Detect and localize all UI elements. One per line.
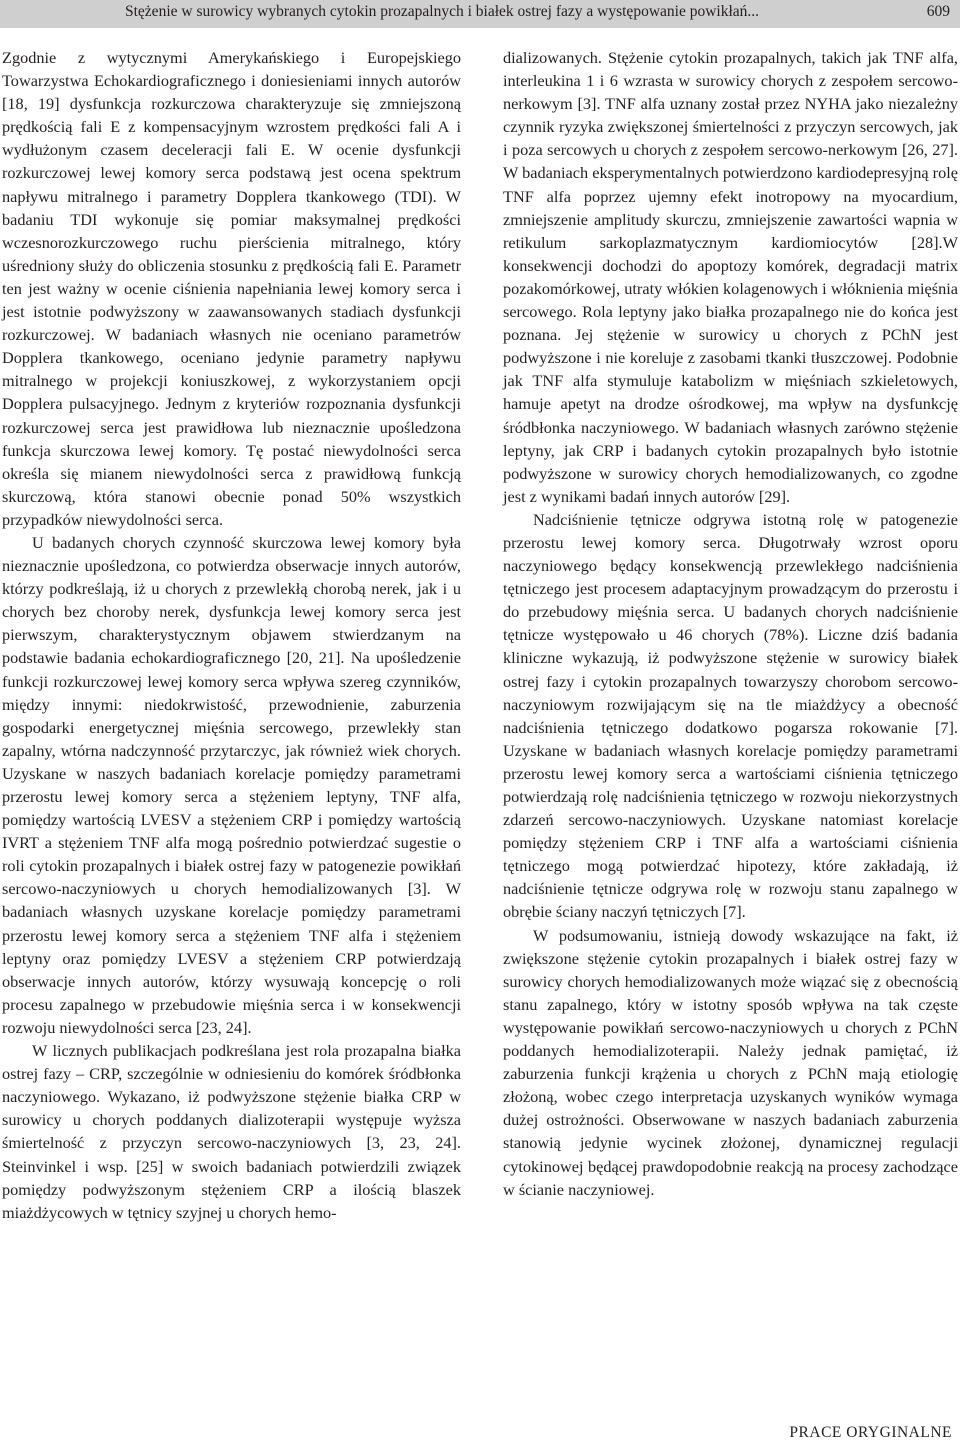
paragraph: U badanych chorych czynność skurczowa lewej komory była nieznacznie upośledzona, co potwierdza obserwacje innych autorów, którzy podkreślają, iż u chorych z przewlekłą chorobą nerek, jak i u chorych bez choroby nerek, dysfunkcja lewej komory serca jest pierwszym, charakterystycznym objawem stwierdzanym na podstawie badania echokardiograficznego [20, 21]. Na upośledzenie funkcji rozkurczowej lewej komory serca wpływa szereg czynników, między innymi: niedokrwistość, przewodnienie, zaburzenia gospodarki energetycznej mięśnia sercowego, przewlekły stan zapalny, wtórna nadczynność przytarczyc, jak również wiek chorych. Uzyskane w naszych badaniach korelacje pomiędzy parametrami przerostu lewej komory serca a stężeniem leptyny, TNF alfa, pomiędzy wartością LVESV a stężeniem CRP i pomiędzy wartością IVRT a stężeniem TNF alfa mogą pośrednio potwierdzać sugestie o roli cytokin prozapalnych i białek ostrej fazy w patogenezie powikłań sercowo-naczyniowych u chorych hemodializowanych [3]. W badaniach własnych uzyskane korelacje pomiędzy parametrami przerostu lewej komory serca a stężeniem TNF alfa i stężeniem leptyny oraz pomiędzy LVESV a stężeniem CRP potwierdzają obserwacje innych autorów, którzy wysuwają koncepcję o roli procesu zapalnego w przebudowie mięśnia serca i w konsekwencji rozwoju niewydolności serca [23, 24]. bbox=[2, 532, 461, 1037]
article-body bbox=[0, 46, 960, 1408]
page-number: 609 bbox=[926, 3, 950, 20]
section-label: PRACE ORYGINALNE bbox=[789, 1424, 952, 1441]
paragraph: Zgodnie z wytycznymi Amerykańskiego i Europejskiego Towarzystwa Echokardiograficznego i doniesieniami innych autorów [18, 19] dysfunkcja rozkurczowa charakteryzuje się zmniejszoną prędkością fali E z kompensacyjnym wzrostem prędkości fali A i wydłużonym czasem deceleracji fali E. W ocenie dysfunkcji rozkurczowej lewej komory serca podstawą jest ocena spektrum napływu mitralnego i parametry Dopplera tkankowego (TDI). W badaniu TDI wykonuje się pomiar maksymalnej prędkości wczesnorozkurczowego ruchu pierścienia mitralnego, który uśredniony służy do obliczenia stosunku z prędkością fali E. Parametr ten jest ważny w ocenie ciśnienia napełniania lewej komory serca i jest istotnie podwyższony w zaawansowanych stadiach dysfunkcji rozkurczowej. W badaniach własnych nie oceniano parametrów Dopplera tkankowego, oceniano jedynie parametry napływu mitralnego w projekcji koniuszkowej, z wykorzystaniem opcji Dopplera pulsacyjnego. Jednym z kryteriów rozpoznania dysfunkcji rozkurczowej serca jest prawidłowa lub nieznacznie upośledzona funkcja skurczowa lewej komory. Tę postać niewydolności serca określa się mianem niewydolności serca z prawidłową funkcją skurczową, która stanowi obecnie ponad 50% wszystkich przypadków niewydolności serca. bbox=[2, 48, 461, 529]
paragraph: Nadciśnienie tętnicze odgrywa istotną rolę w patogenezie przerostu lewej komory serca. Długotrwały wzrost oporu naczyniowego będący konsekwencją przewlekłego nadciśnienia tętniczego jest procesem adaptacyjnym prowadzącym do przerostu i do przebudowy mięśnia serca. U badanych chorych nadciśnienie tętnicze występowało u 46 chorych (78%). Liczne dziś badania kliniczne wykazują, iż podwyższone stężenie w surowicy białek ostrej fazy i cytokin prozapalnych towarzyszy chorobom sercowo-naczyniowym rozwijającym się na tle miażdżycy a obecność nadciśnienia tętniczego dodatkowo pogarsza rokowanie [7]. Uzyskane w badaniach własnych korelacje pomiędzy parametrami przerostu lewej komory serca a wartościami ciśnienia tętniczego potwierdzają rolę nadciśnienia tętniczego w rozwoju niekorzystnych zdarzeń sercowo-naczyniowych. Uzyskane natomiast korelacje pomiędzy stężeniem CRP i TNF alfa a wartościami ciśnienia tętniczego mogą potwierdzać hipotezy, które zakładają, iż nadciśnienie tętnicze odgrywa rolę w rozwoju stanu zapalnego w obrębie ściany naczyń tętniczych [7]. bbox=[503, 509, 958, 922]
right-column bbox=[503, 46, 958, 1201]
running-title: Stężenie w surowicy wybranych cytokin prozapalnych i białek ostrej fazy a występowanie powikłań... bbox=[125, 3, 760, 20]
paragraph: W licznych publikacjach podkreślana jest rola prozapalna białka ostrej fazy – CRP, szczególnie w odniesieniu do komórek śródbłonka naczyniowego. Wykazano, iż podwyższone stężenie białka CRP w surowicy u chorych poddanych dializoterapii występuje wyższa śmiertelność z przyczyn sercowo-naczyniowych [3, 23, 24]. Steinvinkel i wsp. [25] w swoich badaniach potwierdzili związek pomiędzy podwyższonym stężeniem CRP a ilością blaszek miażdżycowych w tętnicy szyjnej u chorych hemo- bbox=[2, 1041, 461, 1222]
paragraph: dializowanych. Stężenie cytokin prozapalnych, takich jak TNF alfa, interleukina 1 i 6 wzrasta w surowicy chorych z zespołem sercowo-nerkowym [3]. TNF alfa uznany został przez NYHA jako niezależny czynnik ryzyka zwiększonej śmiertelności z przyczyn sercowych, jak i poza sercowych u chorych z zespołem sercowo-nerkowym [26, 27]. W badaniach eksperymentalnych potwierdzono kardiodepresyjną rolę TNF alfa poprzez ujemny efekt inotropowy na myocardium, zmniejszenie amplitudy skurczu, zmniejszenie zawartości wapnia w retikulum sarkoplazmatycznym kardiomiocytów [28].W konsekwencji dochodzi do apoptozy komórek, degradacji matrix pozakomórkowej, utraty włókien kolagenowych i włóknienia mięśnia sercowego. Rola leptyny jako białka prozapalnego nie do końca jest poznana. Jej stężenie w surowicy u chorych z PChN jest podwyższone i nie koreluje z zasobami tkanki tłuszczowej. Podobnie jak TNF alfa stymuluje katabolizm w mięśniach szkieletowych, hamuje apetyt na drodze ośrodkowej, ma wpływ na dysfunkcję śródbłonka naczyniowego. W badaniach własnych zarówno stężenie leptyny, jak CRP i badanych cytokin prozapalnych było istotnie podwyższone w surowicy chorych hemodializowanych, co zgodne jest z wynikami badań innych autorów [29]. bbox=[503, 48, 958, 506]
left-column bbox=[2, 46, 461, 1224]
paragraph: W podsumowaniu, istnieją dowody wskazujące na fakt, iż zwiększone stężenie cytokin prozapalnych i białek ostrej fazy w surowicy chorych hemodializowanych może wiązać się z obecnością stanu zapalnego, który w istotny sposób wpływa na tak częste występowanie powikłań sercowo-naczyniowych u chorych z PChN poddanych hemodializoterapii. Należy jednak pamiętać, iż zaburzenia funkcji krążenia u chorych z PChN mają etiologię złożoną, wobec czego interpretacja uzyskanych wyników wymaga dużej ostrożności. Obserwowane w naszych badaniach zaburzenia stanowią jedynie wycinek złożonej, dynamicznej regulacji cytokinowej będącej prawdopodobnie reakcją na procesy zachodzące w ścianie naczyniowej. bbox=[503, 925, 958, 1199]
running-header bbox=[0, 0, 960, 28]
